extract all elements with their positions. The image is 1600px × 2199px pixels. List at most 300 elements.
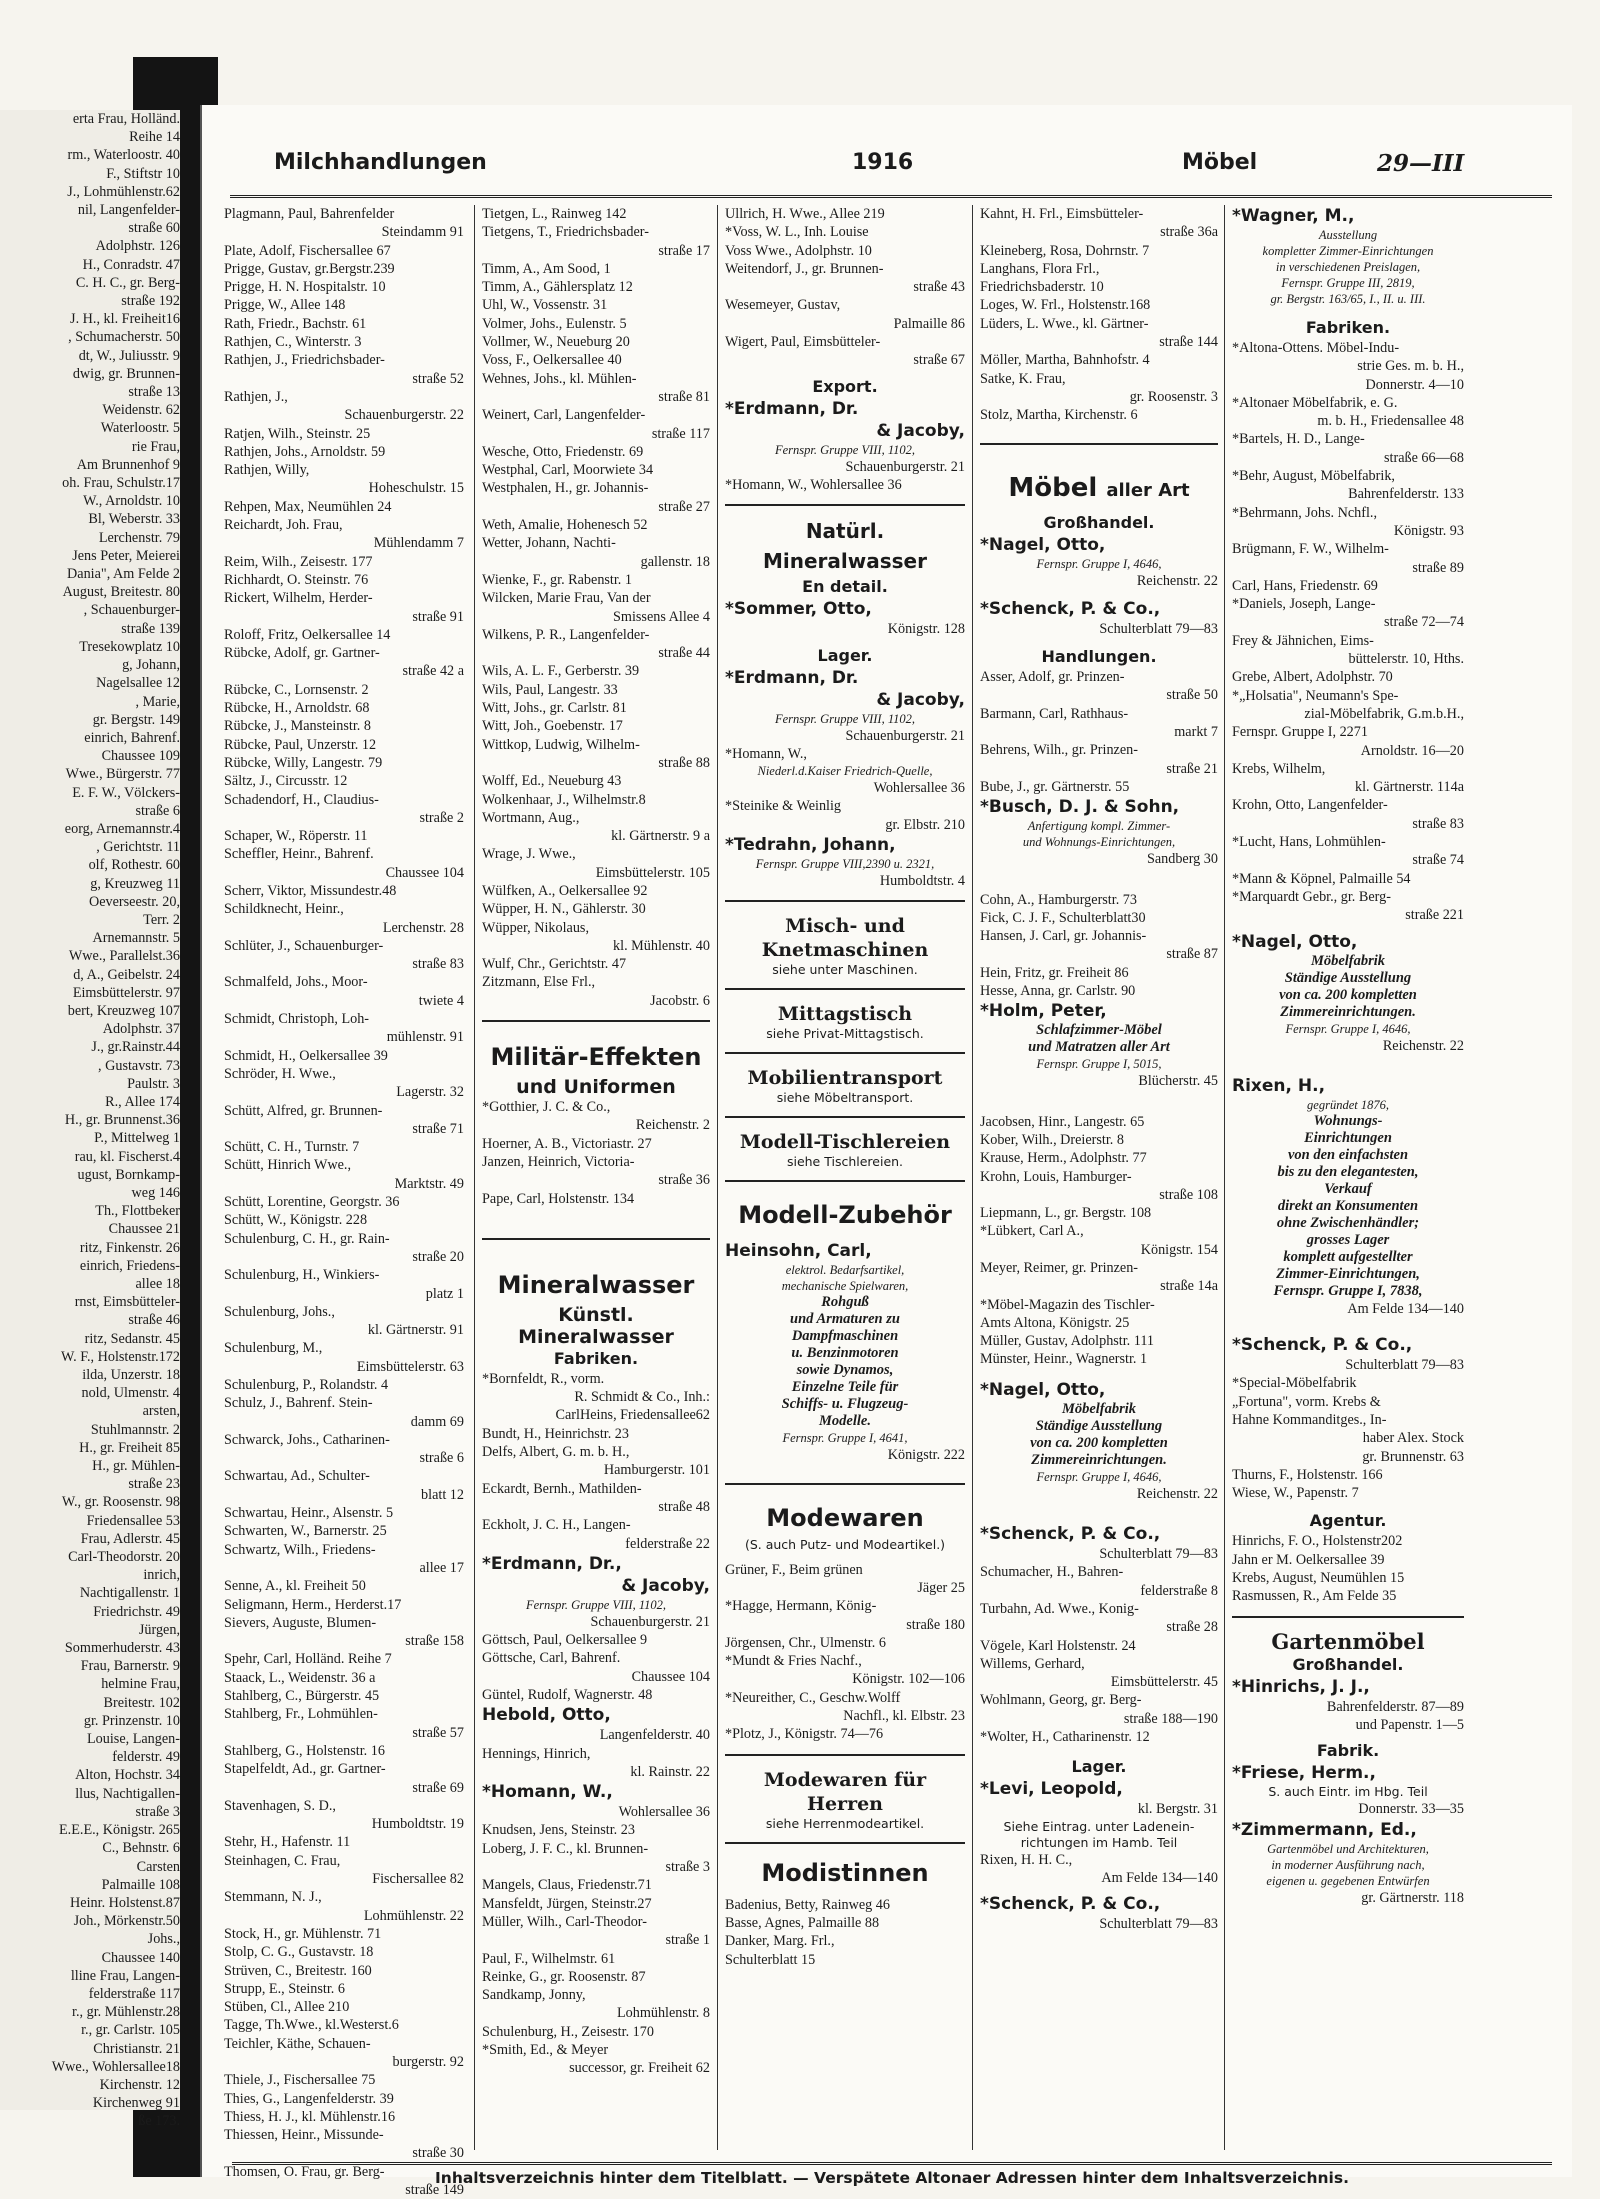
mineral-entries-3 [482, 1745, 710, 1782]
previous-page-line: straße 3 [135, 1803, 180, 1820]
directory-line: Lohmühlenstr. 22 [363, 1907, 464, 1924]
previous-page-line: Palmaille 108 [101, 1876, 180, 1893]
directory-line: kl. Mühlenstr. 40 [613, 937, 710, 954]
directory-line: straße 83 [412, 956, 464, 973]
previous-page-line: d, A., Geibelstr. 24 [73, 966, 180, 983]
directory-line: Vögele, Karl Holstenstr. 24 [980, 1637, 1136, 1654]
directory-line: Witt, Johs., gr. Carlstr. 81 [482, 700, 627, 717]
directory-line: Weitendorf, J., gr. Brunnen- [725, 260, 884, 277]
directory-line: *Daniels, Joseph, Lange- [1232, 596, 1376, 613]
section-label-agentur: Agentur. [1309, 1511, 1387, 1531]
directory-line: markt 7 [1174, 724, 1218, 741]
directory-line: Krohn, Louis, Hamburger- [980, 1168, 1132, 1185]
directory-line: Königstr. 102—106 [852, 1671, 965, 1688]
directory-line: R. Schmidt & Co., Inh.: [574, 1389, 710, 1406]
previous-page-line: Am Brunnenhof 9 [76, 456, 180, 473]
directory-line: Barmann, Carl, Rathhaus- [980, 705, 1129, 722]
directory-line: Schmidt, Christoph, Loh- [224, 1011, 370, 1028]
directory-line: Reim, Wilh., Zeisestr. 177 [224, 553, 373, 570]
directory-line: Plagmann, Paul, Bahrenfelder [224, 206, 395, 222]
directory-line: kl. Rainstr. 22 [630, 1763, 710, 1780]
entry-heinsohn-tel: Fernspr. Gruppe I, 4641, [782, 1431, 908, 1446]
entry-schenck-name: *Schenck, P. & Co., [1232, 1335, 1413, 1356]
directory-line: Meyer, Reimer, gr. Prinzen- [980, 1259, 1139, 1276]
previous-page-lines [0, 110, 180, 2131]
entry-homann3-note: Niederl.d.Kaiser Friedrich-Quelle, [757, 764, 933, 779]
header-left-title: Milchhandlungen [274, 150, 487, 175]
directory-line: Schauenburgerstr. 22 [344, 407, 464, 424]
previous-page-line: C., Behnstr. 6 [102, 1840, 180, 1857]
directory-line: Lagerstr. 32 [396, 1084, 464, 1101]
directory-line: Rübcke, Willy, Langestr. 79 [224, 754, 383, 771]
entry-erdmann3-addr: Schauenburgerstr. 21 [845, 727, 965, 744]
section-label-lager: Lager. [817, 645, 873, 665]
previous-page-line: weg 146 [131, 1184, 180, 1201]
directory-line: Hansen, J. Carl, gr. Johannis- [980, 928, 1147, 945]
entry-heinsohn-desc2: mechanische Spielwaren, [781, 1279, 909, 1294]
entry-rixen-name: Rixen, H., [1232, 1075, 1326, 1096]
directory-line: „Fortuna", vorm. Krebs & [1232, 1393, 1381, 1410]
entry-nagel3-addr: Reichenstr. 22 [1382, 1037, 1464, 1054]
directory-line: Wohlmann, Georg, gr. Berg- [980, 1692, 1142, 1709]
section-title-militar: Militär-Effekten [490, 1043, 702, 1072]
entry-heinsohn-name: Heinsohn, Carl, [725, 1241, 872, 1262]
entry-holm-tel: Fernspr. Gruppe I, 5015, [1036, 1057, 1162, 1072]
directory-line: Wolff, Ed., Neueburg 43 [482, 773, 622, 790]
entry-erdmann-tel: Fernspr. Gruppe VIII, 1102, [525, 1597, 667, 1612]
previous-page-line: P., Mittelweg 1 [94, 1130, 180, 1147]
previous-page-line: lline Frau, Langen- [70, 1967, 180, 1984]
previous-page-line: J. H., kl. Freiheit16 [70, 311, 180, 328]
mineral-entries-2 [482, 1631, 710, 1704]
directory-line: Göttsch, Paul, Oelkersallee 9 [482, 1632, 648, 1649]
column-4-entries [980, 205, 1218, 425]
section-title-tischlereien: Modell-Tischlereien [739, 1131, 951, 1154]
section-title-mittagstisch: Mittagstisch [777, 1003, 913, 1026]
directory-line: Thiele, J., Fischersallee 75 [224, 2072, 376, 2089]
previous-page-line: Friedensallee 53 [86, 1512, 180, 1529]
ad-bold-line: von ca. 200 kompletten [1279, 986, 1417, 1003]
section-subtitle-kunstl: Künstl. Mineralwasser [518, 1303, 674, 1348]
directory-line: straße 66—68 [1384, 449, 1464, 466]
entry-schenck3-addr: Schulterblatt 79—83 [1099, 1916, 1218, 1933]
previous-page-line: straße 60 [128, 220, 180, 237]
section-rule [725, 1754, 965, 1756]
previous-page-line: inrich, [143, 1567, 180, 1584]
previous-page-line: allee 18 [135, 1276, 180, 1292]
section-label-fabriken: Fabriken. [1305, 318, 1391, 337]
previous-page-line: Lerchenstr. 79 [98, 529, 180, 546]
directory-line: straße 81 [658, 388, 710, 405]
directory-line: Stavenhagen, S. D., [224, 1797, 336, 1814]
section-label-grosshandel: Großhandel. [1043, 512, 1155, 532]
section-note-mittagstisch: siehe Privat-Mittagstisch. [766, 1026, 924, 1042]
directory-line: Müller, Wilh., Carl-Theodor- [482, 1913, 647, 1930]
directory-line: Strüven, C., Breitestr. 160 [224, 1962, 372, 1979]
entry-hinrichs-addr1: Bahrenfelderstr. 87—89 [1326, 1698, 1464, 1715]
directory-line: straße 6 [419, 1450, 464, 1467]
directory-line: Senne, A., kl. Freiheit 50 [224, 1578, 366, 1595]
directory-line: *Mann & Köpnel, Palmaille 54 [1232, 870, 1411, 887]
previous-page-line: Carsten [136, 1858, 180, 1875]
directory-line: Göttsche, Carl, Bahrenf. [482, 1650, 621, 1667]
previous-page-line: H., Conradstr. 47 [82, 256, 180, 273]
previous-page-line: E. F. W., Völckers- [72, 784, 180, 801]
entry-nagel2-name: *Nagel, Otto, [980, 1379, 1106, 1400]
directory-line: *Smith, Ed., & Meyer [482, 2042, 609, 2059]
directory-line: felderstraße 8 [1140, 1582, 1218, 1599]
directory-line: *Voss, W. L., Inh. Louise [725, 224, 869, 241]
directory-line: Schwarten, W., Barnerstr. 25 [224, 1523, 387, 1540]
directory-line: Behrens, Wilh., gr. Prinzen- [980, 742, 1138, 759]
ad-italic-line: Gartenmöbel und Architekturen, [1267, 1841, 1429, 1856]
directory-line: Sandkamp, Jonny, [482, 1987, 586, 2004]
directory-line: straße 52 [412, 370, 464, 387]
directory-line: Wesemeyer, Gustav, [725, 297, 841, 314]
militar-entries [482, 1098, 710, 1208]
directory-line: straße 50 [1166, 687, 1218, 704]
previous-page-line: gr. Prinzenstr. 10 [83, 1712, 180, 1729]
ad-bold-line: Rohguß [821, 1294, 869, 1311]
directory-line: straße 2 [419, 809, 464, 826]
previous-page-line: Christianstr. 21 [93, 2040, 180, 2057]
directory-line: Schulenburg, Johs., [224, 1303, 335, 1320]
directory-line: Satke, K. Frau, [980, 370, 1066, 387]
previous-page-line: dwig, gr. Brunnen- [72, 365, 180, 382]
directory-line: Carl, Hans, Friedenstr. 69 [1232, 577, 1378, 594]
entry-tedrahn-addr: Humboldtstr. 4 [879, 873, 965, 890]
directory-line: *Bartels, H. D., Lange- [1232, 431, 1365, 448]
directory-line: straße 83 [1412, 815, 1464, 832]
directory-line: Richhardt, O. Steinstr. 76 [224, 571, 369, 588]
previous-page-line: Adolphstr. 37 [102, 1021, 180, 1038]
directory-line: Weinert, Carl, Langenfelder- [482, 407, 646, 424]
ad-bold-line: von den einfachsten [1287, 1146, 1409, 1163]
directory-line: Seligmann, Herm., Herderst.17 [224, 1596, 402, 1613]
mobel-title-main: Möbel [1008, 472, 1098, 503]
previous-page-line: Nagelsallee 12 [96, 675, 180, 692]
entry-busch-name: *Busch, D. J. & Sohn, [980, 797, 1180, 818]
section-title-naturl: Natürl. Mineralwasser [763, 519, 927, 574]
directory-line: *Möbel-Magazin des Tischler- [980, 1296, 1155, 1313]
directory-line: Thiessen, Heinr., Missunde- [224, 2127, 384, 2144]
entry-hinrichs-name: *Hinrichs, J. J., [1232, 1676, 1370, 1697]
previous-page-line: H., gr. Mühlen- [92, 1458, 180, 1475]
directory-line: straße 17 [658, 242, 710, 259]
directory-line: Wittkop, Ludwig, Wilhelm- [482, 736, 640, 753]
directory-line: Hoheschulstr. 15 [368, 480, 464, 497]
directory-line: *Mundt & Fries Nachf., [725, 1653, 862, 1670]
directory-line: Timm, A., Gählersplatz 12 [482, 279, 633, 296]
ad-italic-line: eigenen u. gegebenen Entwürfen [1266, 1873, 1430, 1888]
section-note-tischlereien: siehe Tischlereien. [786, 1154, 904, 1170]
directory-line: *Altona-Ottens. Möbel-Indu- [1232, 340, 1400, 356]
previous-page-line: Dania", Am Felde 2 [67, 566, 180, 583]
directory-line: Krebs, August, Neumühlen 15 [1232, 1570, 1405, 1587]
previous-page-line: Alton, Hochstr. 34 [75, 1767, 180, 1784]
ad-bold-line: bis zu den elegantesten, [1277, 1163, 1419, 1180]
entry-homann3-addr: Wohlersallee 36 [873, 780, 965, 797]
directory-line: Schwartau, Heinr., Alsenstr. 5 [224, 1505, 394, 1522]
previous-page-line: Tresekowplatz 10 [79, 638, 180, 655]
directory-line: Kober, Wilh., Dreierstr. 8 [980, 1131, 1124, 1148]
previous-page-line: H., gr. Brunnenst.36 [64, 1112, 180, 1129]
directory-line: *Special-Möbelfabrik [1232, 1375, 1357, 1392]
directory-line: Reinke, G., gr. Roosenstr. 87 [482, 1968, 646, 1985]
ad-bold-line: ohne Zwischenhändler; [1276, 1214, 1420, 1231]
directory-line: straße 67 [913, 352, 965, 369]
directory-line: Königstr. 93 [1393, 522, 1464, 539]
section-title-herren: Modewaren für Herren [763, 1768, 927, 1815]
directory-line: *„Holsatia", Neumann's Spe- [1232, 687, 1399, 704]
previous-page-line: straße 13 [128, 384, 180, 401]
directory-line: Schulenburg, M., [224, 1340, 323, 1357]
previous-page-line: ße 173. [138, 2113, 180, 2130]
ad-bold-line: Einrichtungen [1304, 1129, 1392, 1146]
directory-line: Thies, G., Langenfelderstr. 39 [224, 2090, 394, 2107]
previous-page-line: Louise, Langen- [87, 1731, 180, 1748]
directory-line: straße 36a [1160, 224, 1218, 241]
previous-page-line: einrich, Bahrenf. [84, 729, 180, 746]
previous-page-line: g, Kreuzweg 11 [90, 875, 180, 892]
directory-line: Arnoldstr. 16—20 [1360, 742, 1464, 759]
entry-holm-desc2: und Matratzen aller Art [1028, 1039, 1170, 1056]
previous-page-line: felderstraße 117 [88, 1985, 180, 2002]
previous-page-line: ritz, Sedanstr. 45 [84, 1330, 180, 1347]
directory-line: haber Alex. Stock [1362, 1430, 1464, 1447]
directory-line: Wienke, F., gr. Rabenstr. 1 [482, 571, 632, 588]
ad-italic-line: in moderner Ausführung nach, [1271, 1857, 1425, 1872]
previous-page-line: nil, Langenfelder- [77, 202, 180, 219]
entry-tedrahn-name: *Tedrahn, Johann, [725, 835, 896, 856]
section-rule [725, 1842, 965, 1844]
section-label-grosshandel: Großhandel. [1292, 1654, 1404, 1674]
directory-line: Jörgensen, Chr., Ulmenstr. 6 [725, 1634, 886, 1651]
ad-bold-line: u. Benzinmotoren [791, 1345, 899, 1362]
entry-rixen-founded: gegründet 1876, [1307, 1097, 1389, 1112]
directory-line: Liepmann, L., gr. Bergstr. 108 [980, 1205, 1152, 1222]
directory-line: Chaussee 104 [385, 864, 464, 881]
column-1 [224, 205, 464, 2199]
ad-bold-line: Dampfmaschinen [791, 1328, 899, 1345]
directory-line: Schulenburg, H., Winkiers- [224, 1267, 380, 1284]
entry-rixen1-addr: Am Felde 134—140 [1101, 1869, 1218, 1886]
section-title-gartenmobel: Gartenmöbel [1271, 1628, 1425, 1654]
directory-line: Ratjen, Wilh., Steinstr. 25 [224, 425, 371, 442]
directory-line: Schlüter, J., Schauenburger- [224, 937, 384, 954]
directory-line: CarlHeins, Friedensallee62 [555, 1407, 710, 1424]
directory-line: Weth, Amalie, Hohenesch 52 [482, 517, 648, 534]
directory-line: straße 43 [913, 279, 965, 296]
previous-page-line: rie Frau, [131, 438, 180, 455]
directory-line: Hinrichs, F. O., Holstenstr202 [1232, 1533, 1403, 1550]
directory-line: Schulenburg, C. H., gr. Rain- [224, 1230, 390, 1247]
directory-line: Bube, J., gr. Gärtnerstr. 55 [980, 778, 1130, 795]
directory-line: Delfs, Albert, G. m. b. H., [482, 1444, 630, 1461]
directory-line: straße 71 [412, 1120, 464, 1137]
previous-page-line: W., Arnoldstr. 10 [83, 493, 180, 510]
directory-line: Amts Altona, Königstr. 25 [980, 1314, 1130, 1331]
directory-line: Rath, Friedr., Bachstr. 61 [224, 315, 367, 332]
directory-line: Ullrich, H. Wwe., Allee 219 [725, 206, 885, 222]
previous-page-line: olf, Rothestr. 60 [88, 857, 180, 874]
ad-bold-line: Zimmer-Einrichtungen, [1276, 1265, 1420, 1282]
directory-line: Thurns, F., Holstenstr. 166 [1232, 1466, 1383, 1483]
ad-bold-line: Wohnungs- [1313, 1112, 1383, 1129]
directory-line: Wigert, Paul, Eimsbütteler- [725, 334, 881, 351]
directory-line: gr. Roosenstr. 3 [1129, 388, 1218, 405]
page-number: 29—III [1377, 150, 1465, 177]
directory-line: Rübcke, Adolf, gr. Gartner- [224, 645, 380, 662]
entry-homann-addr: Wohlersallee 36 [618, 1804, 710, 1821]
ad-bold-line: Möbelfabrik [1310, 952, 1386, 969]
directory-line: *Lübkert, Carl A., [980, 1223, 1084, 1240]
directory-line: straße 28 [1166, 1619, 1218, 1636]
directory-line: gallenstr. 18 [640, 553, 710, 570]
directory-line: Mansfeldt, Jürgen, Steinstr.27 [482, 1895, 652, 1912]
previous-page-line: Oeverseestr. 20, [88, 893, 180, 910]
entry-schenck2-name: *Schenck, P. & Co., [980, 1524, 1161, 1545]
previous-page-line: Frau, Adlerstr. 45 [80, 1530, 180, 1547]
directory-line: Wesche, Otto, Friedenstr. 69 [482, 443, 644, 460]
entry-rixen-addr: Am Felde 134—140 [1347, 1300, 1464, 1317]
entry-heinsohn-ad [725, 1294, 965, 1430]
directory-line: Loges, W. Frl., Holstenstr.168 [980, 297, 1151, 314]
directory-line: Schaper, W., Röperstr. 11 [224, 828, 368, 845]
column-3-entries [725, 205, 965, 370]
ad-italic-line: Ausstellung [1318, 228, 1378, 242]
entry-holm-name: *Holm, Peter, [980, 1001, 1107, 1022]
directory-line: Stolz, Martha, Kirchenstr. 6 [980, 407, 1138, 424]
ad-bold-line: und Armaturen zu [790, 1311, 900, 1328]
ad-bold-line: Ständige Ausstellung [1284, 969, 1412, 986]
directory-line: straße 36 [658, 1172, 710, 1189]
directory-line: Wulf, Chr., Gerichtstr. 47 [482, 956, 627, 973]
directory-line: Wrage, J. Wwe., [482, 846, 576, 863]
ad-bold-line: Verkauf [1324, 1180, 1372, 1197]
section-label-lager: Lager. [1071, 1757, 1127, 1777]
entry-wagner-ad [1232, 227, 1464, 291]
previous-page-line: Kirchenweg 91 [92, 2095, 180, 2112]
directory-line: Krebs, Wilhelm, [1232, 760, 1326, 777]
mineral-entries-4 [482, 1821, 710, 2077]
column-4 [980, 205, 1218, 1934]
directory-line: Schadendorf, H., Claudius- [224, 791, 379, 808]
previous-page-line: r., gr. Carlstr. 105 [81, 2022, 180, 2039]
previous-page-line: Wwe., Wohlersallee18 [51, 2058, 180, 2075]
section-title-modell: Modell-Zubehör [738, 1201, 952, 1230]
modewaren-entries [725, 1561, 965, 1744]
directory-line: straße 20 [412, 1248, 464, 1265]
directory-line: Turbahn, Ad. Wwe., Konig- [980, 1600, 1139, 1617]
directory-line: *Hagge, Hermann, König- [725, 1598, 877, 1615]
directory-line: Hoerner, A. B., Victoriastr. 27 [482, 1135, 652, 1152]
fabriken-entries-2 [1232, 1374, 1464, 1502]
directory-line: Pape, Carl, Holstenstr. 134 [482, 1190, 635, 1207]
directory-line: Mangels, Claus, Friedenstr.71 [482, 1877, 652, 1894]
entry-rixen1: Rixen, H. H. C., [980, 1851, 1073, 1868]
directory-line: Schmidt, H., Oelkersallee 39 [224, 1047, 388, 1064]
directory-line: Schwartz, Wilh., Friedens- [224, 1541, 376, 1558]
directory-line: successor, gr. Freiheit 62 [569, 2060, 710, 2077]
directory-line: straße 3 [665, 1859, 710, 1876]
entry-erdmann-addr: Schauenburgerstr. 21 [590, 1613, 710, 1630]
previous-page-line: H., gr. Freiheit 85 [79, 1439, 180, 1456]
directory-line: Wüpper, Nikolaus, [482, 919, 589, 936]
directory-line: Schulenburg, H., Zeisestr. 170 [482, 2023, 654, 2040]
previous-page-line: Jens Peter, Meierei [72, 547, 180, 564]
entry-busch-desc1: Anfertigung kompl. Zimmer- [1027, 819, 1171, 834]
directory-line: Thomsen, O. Frau, gr. Berg- [224, 2163, 385, 2180]
directory-line: Chaussee 104 [631, 1668, 710, 1685]
entry-wagner-addr: gr. Bergstr. 163/65, I., II. u. III. [1270, 292, 1426, 306]
previous-page-line: E.E.E., Königstr. 265 [59, 1822, 180, 1839]
section-title-mineralwasser: Mineralwasser [497, 1270, 695, 1299]
directory-line: Rübcke, C., Lornsenstr. 2 [224, 681, 369, 698]
directory-line: Schumacher, H., Bahren- [980, 1564, 1124, 1581]
directory-line: Timm, A., Am Sood, 1 [482, 260, 611, 277]
directory-line: straße 1 [665, 1932, 710, 1949]
previous-page-line: Arnemannstr. 5 [92, 930, 180, 947]
directory-line: Rasmussen, R., Am Felde 35 [1232, 1588, 1397, 1605]
directory-line: Voss, F., Oelkersallee 40 [482, 352, 622, 369]
directory-line: Hahne Kommanditges., In- [1232, 1411, 1387, 1428]
entry-heinsohn-addr: Königstr. 222 [887, 1447, 965, 1464]
directory-line: Prigge, H. N. Hospitalstr. 10 [224, 279, 386, 296]
directory-line: Müller, Gustav, Adolphstr. 111 [980, 1333, 1155, 1350]
directory-line: straße 158 [405, 1633, 464, 1650]
ad-bold-line: Fernspr. Gruppe I, 7838, [1273, 1282, 1423, 1299]
entry-sommer-name: *Sommer, Otto, [725, 599, 872, 620]
previous-page-line: arsten, [142, 1403, 180, 1420]
previous-page-line: erta Frau, Holländ. [72, 111, 180, 127]
directory-line: Scherr, Viktor, Missundestr.48 [224, 882, 397, 899]
column-2 [482, 205, 710, 2078]
section-rule [725, 1483, 965, 1485]
directory-line: Stehr, H., Hafenstr. 11 [224, 1834, 351, 1851]
previous-page-line: bert, Kreuzweg 107 [67, 1002, 180, 1019]
entry-busch-addr: Sandberg 30 [1146, 851, 1218, 868]
directory-line: gr. Brunnenstr. 63 [1362, 1448, 1464, 1465]
handlungen-entries-4 [980, 1563, 1218, 1746]
directory-line: Reichenstr. 2 [635, 1117, 710, 1134]
directory-line: Wüpper, H. N., Gählerstr. 30 [482, 901, 646, 918]
ad-bold-line: Modelle. [819, 1413, 871, 1430]
directory-line: strie Ges. m. b. H., [1357, 358, 1464, 375]
page-header [232, 150, 1552, 190]
directory-line: Friedrichsbaderstr. 10 [980, 279, 1104, 296]
directory-line: Stahlberg, G., Holstenstr. 16 [224, 1742, 385, 1759]
directory-line: Wortmann, Aug., [482, 809, 580, 826]
previous-page-line: Weidenstr. 62 [102, 402, 180, 419]
directory-line: felderstraße 22 [625, 1535, 710, 1552]
entry-nagel1-name: *Nagel, Otto, [980, 534, 1106, 555]
directory-line: Eimsbüttelerstr. 45 [1110, 1674, 1218, 1691]
previous-page-line: straße 23 [128, 1476, 180, 1493]
directory-line: Königstr. 154 [1140, 1241, 1218, 1258]
directory-line: Rathjen, C., Winterstr. 3 [224, 334, 362, 351]
directory-line: *Marquardt Gebr., gr. Berg- [1232, 888, 1391, 905]
entry-zimmermann-desc [1232, 1841, 1464, 1889]
directory-line: Nachfl., kl. Elbstr. 23 [843, 1708, 965, 1725]
entry-erdmann2-tel: Fernspr. Gruppe VIII, 1102, [774, 442, 916, 457]
entry-erdmann3-tel: Fernspr. Gruppe VIII, 1102, [774, 711, 916, 726]
directory-line: Tietgens, T., Friedrichsbader- [482, 224, 649, 241]
directory-line: Voss Wwe., Adolphstr. 10 [725, 242, 872, 259]
directory-line: zial-Möbelfabrik, G.m.b.H., [1304, 705, 1464, 722]
directory-line: Jäger 25 [917, 1579, 965, 1596]
directory-line: Möller, Martha, Bahnhofstr. 4 [980, 352, 1150, 369]
